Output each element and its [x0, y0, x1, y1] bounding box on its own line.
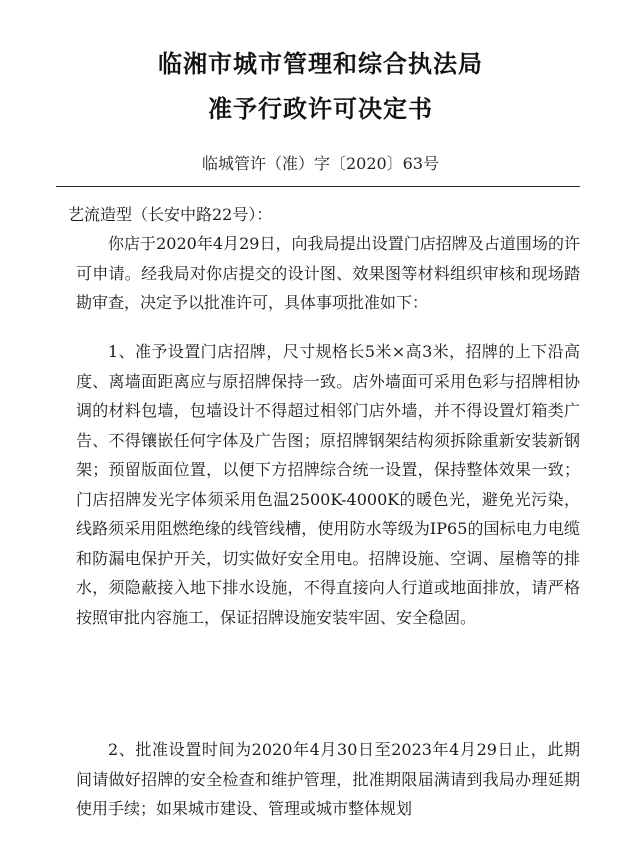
- addressee: 艺流造型（长安中路22号）：: [68, 205, 273, 224]
- document-number: 临城管许（准）字〔2020〕63号: [201, 154, 440, 173]
- document-title-type: 准予行政许可决定书: [208, 94, 433, 123]
- document-title-agency: 临湘市城市管理和综合执法局: [158, 49, 483, 78]
- header-divider: [56, 186, 580, 187]
- paragraph-item-1: 1、准予设置门店招牌，尺寸规格长5米×高3米，招牌的上下沿高度、离墙面距离应与原招牌保持一致。店外墙面可采用色彩与招牌相协调的材料包墙，包墙设计不得超过相邻门店外墙，并不得设置灯箱类广告、不得镶嵌任何字体及广告图；原招牌钢架结构须拆除重新安装新钢架；预留版面位置，以便下方招牌综合统一设置，保持整体效果一致；门店招牌发光字体须采用色温2500K-4000K的暖色光，避免光污染，线路须采用阻燃绝缘的线管线槽，使用防水等级为IP65的国标电力电缆和防漏电保护开关，切实做好安全用电。招牌设施、空调、屋檐等的排水，须隐蔽接入地下排水设施，不得直接向人行道或地面排放，请严格按照审批内容施工，保证招牌设施安装牢固、安全稳固。: [76, 342, 580, 627]
- paragraph-intro: 你店于2020年4月29日，向我局提出设置门店招牌及占道围场的许可申请。经我局对你店提交的设计图、效果图等材料组织审核和现场踏勘审查，决定予以批准许可，具体事项批准如下：: [76, 234, 580, 312]
- paragraph-item-2: 2、批准设置时间为2020年4月30日至2023年4月29日止，此期间请做好招牌的安全检查和维护管理，批准期限届满请到我局办理延期使用手续；如果城市建设、管理或城市整体规划: [76, 740, 580, 818]
